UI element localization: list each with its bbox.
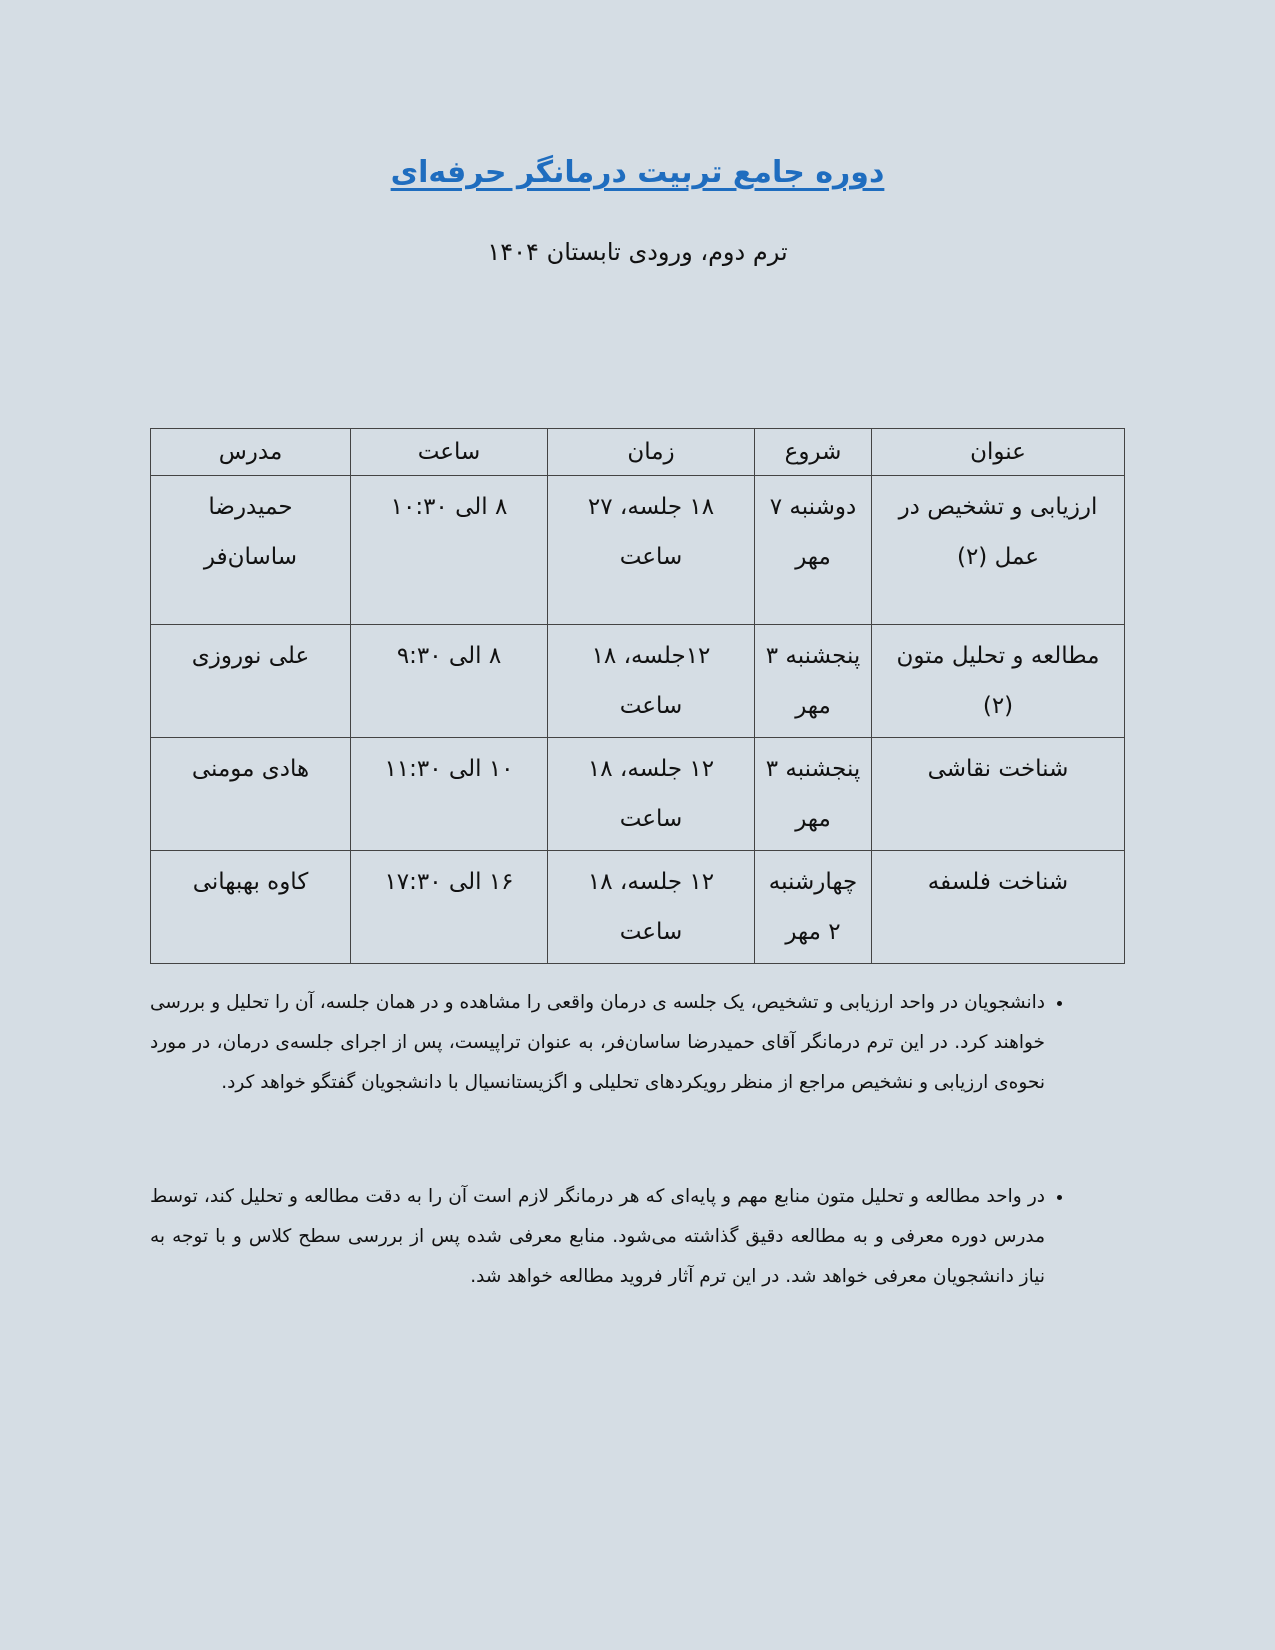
table-row [151,851,1125,964]
cell-title: شناخت نقاشی [872,738,1125,851]
cell-time: ۱۰ الی ۱۱:۳۰ [351,738,548,851]
cell-instructor: علی نوروزی [151,625,351,738]
table-row [151,625,1125,738]
subtitle: ترم دوم، ورودی تابستان ۱۴۰۴ [487,238,788,266]
note-item: • در واحد مطالعه و تحلیل متون منابع مهم و پایه‌ای که هر درمانگر لازم است آن را به دقت مطالعه و تحلیل کند، توسط مدرس دوره معرفی و به مطالعه دقیق گذاشته می‌شود. منابع معرفی شده پس از بررسی سطح کلاس و با توجه به نیاز دانشجویان معرفی خواهد شد. در این ترم آثار فروید مطالعه خواهد شد. [150,1177,1045,1297]
table-header-row [151,429,1125,476]
header-duration: زمان [548,429,755,476]
header-start: شروع [755,429,872,476]
table-row [151,476,1125,625]
table-row [151,738,1125,851]
note-list-1 [150,983,1095,1103]
cell-time: ۱۶ الی ۱۷:۳۰ [351,851,548,964]
cell-time: ۸ الی ۹:۳۰ [351,625,548,738]
page-title [0,155,1275,190]
cell-duration: ۱۲جلسه، ۱۸ ساعت [548,625,755,738]
note-item: • دانشجویان در واحد ارزیابی و تشخیص، یک جلسه ی درمان واقعی را مشاهده و در همان جلسه، آن را تحلیل و بررسی خواهند کرد. در این ترم درمانگر آقای حمیدرضا ساسان‌فر، به عنوان تراپیست، پس از اجرای جلسه‌ی درمان، در مورد نحوه‌ی ارزیابی و نشخیص مراجع از منظر رویکردهای تحلیلی و اگزیستانسیال با دانشجویان گفتگو خواهد کرد. [150,983,1045,1103]
cell-start: دوشنبه ۷ مهر [755,476,872,625]
schedule-table [150,428,1125,964]
header-time: ساعت [351,429,548,476]
cell-start: چهارشنبه ۲ مهر [755,851,872,964]
cell-time: ۸ الی ۱۰:۳۰ [351,476,548,625]
header-title: عنوان [872,429,1125,476]
cell-instructor: هادی مومنی [151,738,351,851]
cell-title: شناخت فلسفه [872,851,1125,964]
cell-start: پنجشنبه ۳ مهر [755,738,872,851]
cell-duration: ۱۸ جلسه، ۲۷ ساعت [548,476,755,625]
cell-title: مطالعه و تحلیل متون (۲) [872,625,1125,738]
cell-start: پنجشنبه ۳ مهر [755,625,872,738]
cell-duration: ۱۲ جلسه، ۱۸ ساعت [548,851,755,964]
header-instructor: مدرس [151,429,351,476]
title-text: دوره جامع تربیت درمانگر حرفه‌ای [390,155,885,190]
cell-title: ارزیابی و تشخیص در عمل (۲) [872,476,1125,625]
cell-duration: ۱۲ جلسه، ۱۸ ساعت [548,738,755,851]
cell-instructor: حمیدرضا ساسان‌فر [151,476,351,625]
cell-instructor: کاوه بهبهانی [151,851,351,964]
note-list-2 [150,1177,1095,1297]
